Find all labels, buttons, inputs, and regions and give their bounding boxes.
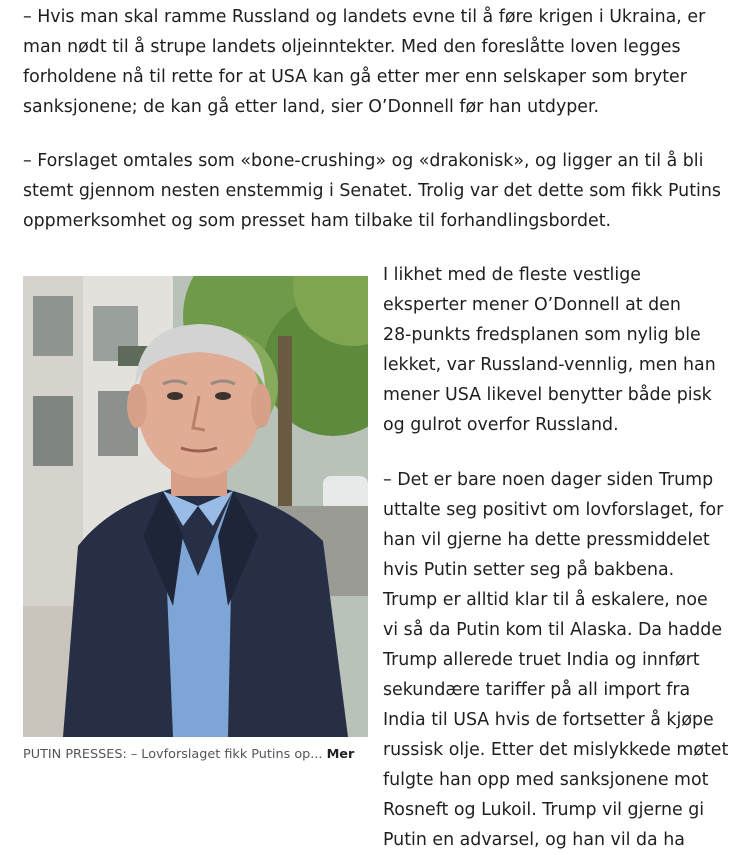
paragraph-2 — [23, 146, 723, 236]
text-line: Rosneft og Lukoil. Trump vil gjerne gi — [383, 800, 705, 820]
text-line: vi så da Putin kom til Alaska. Da hadde — [383, 620, 723, 640]
text-line: eksperter mener O’Donnell at den — [383, 295, 681, 315]
text-line: – Forslaget omtales som «bone-crushing» og «drakonisk», og ligger an til å bli — [23, 151, 704, 171]
text-line: India til USA hvis de fortsetter å kjøpe — [383, 710, 714, 730]
text-line: mener USA likevel benytter både pisk — [383, 385, 712, 405]
text-line: oppmerksomhet og som presset ham tilbake til forhandlingsbordet. — [23, 211, 612, 231]
text-line: – Det er bare noen dager siden Trump — [383, 470, 714, 490]
text-line: Trump allerede truet India og innført — [383, 650, 700, 670]
caption-more-button[interactable]: Mer — [326, 747, 355, 762]
portrait-image — [23, 276, 368, 737]
text-line: fulgte han opp med sanksjonene mot — [383, 770, 709, 790]
text-line: 28-punkts fredsplanen som nylig ble — [383, 325, 701, 345]
text-line: og gulrot overfor Russland. — [383, 415, 619, 435]
text-line: Putin en advarsel, og han vil da ha — [383, 830, 685, 850]
text-line: man nødt til å strupe landets oljeinntekter. Med den foreslåtte loven legges — [23, 37, 681, 57]
text-line: – Hvis man skal ramme Russland og landets evne til å føre krigen i Ukraina, er — [23, 7, 706, 27]
caption-text: PUTIN PRESSES: – Lovforslaget fikk Putins op... — [23, 747, 323, 762]
paragraph-4 — [383, 465, 728, 855]
text-line: han vil gjerne ha dette pressmiddelet — [383, 530, 710, 550]
text-line: forholdene nå til rette for at USA kan gå etter mer enn selskaper som bryter — [23, 67, 687, 87]
photo-caption[interactable] — [23, 745, 373, 765]
paragraph-3 — [383, 260, 728, 440]
text-line: russisk olje. Etter det mislykkede møtet — [383, 740, 729, 760]
text-line: sanksjonene; de kan gå etter land, sier O’Donnell før han utdyper. — [23, 97, 600, 117]
text-line: lekket, var Russland-vennlig, men han — [383, 355, 716, 375]
paragraph-1 — [23, 2, 723, 122]
article-photo[interactable] — [23, 276, 368, 737]
text-line: stemt gjennom nesten enstemmig i Senatet. Trolig var det dette som fikk Putins — [23, 181, 721, 201]
text-line: Trump er alltid klar til å eskalere, noe — [383, 590, 708, 610]
text-line: I likhet med de fleste vestlige — [383, 265, 641, 285]
text-line: uttalte seg positivt om lovforslaget, for — [383, 500, 724, 520]
text-line: hvis Putin setter seg på bakbena. — [383, 560, 675, 580]
text-line: sekundære tariffer på all import fra — [383, 680, 691, 700]
